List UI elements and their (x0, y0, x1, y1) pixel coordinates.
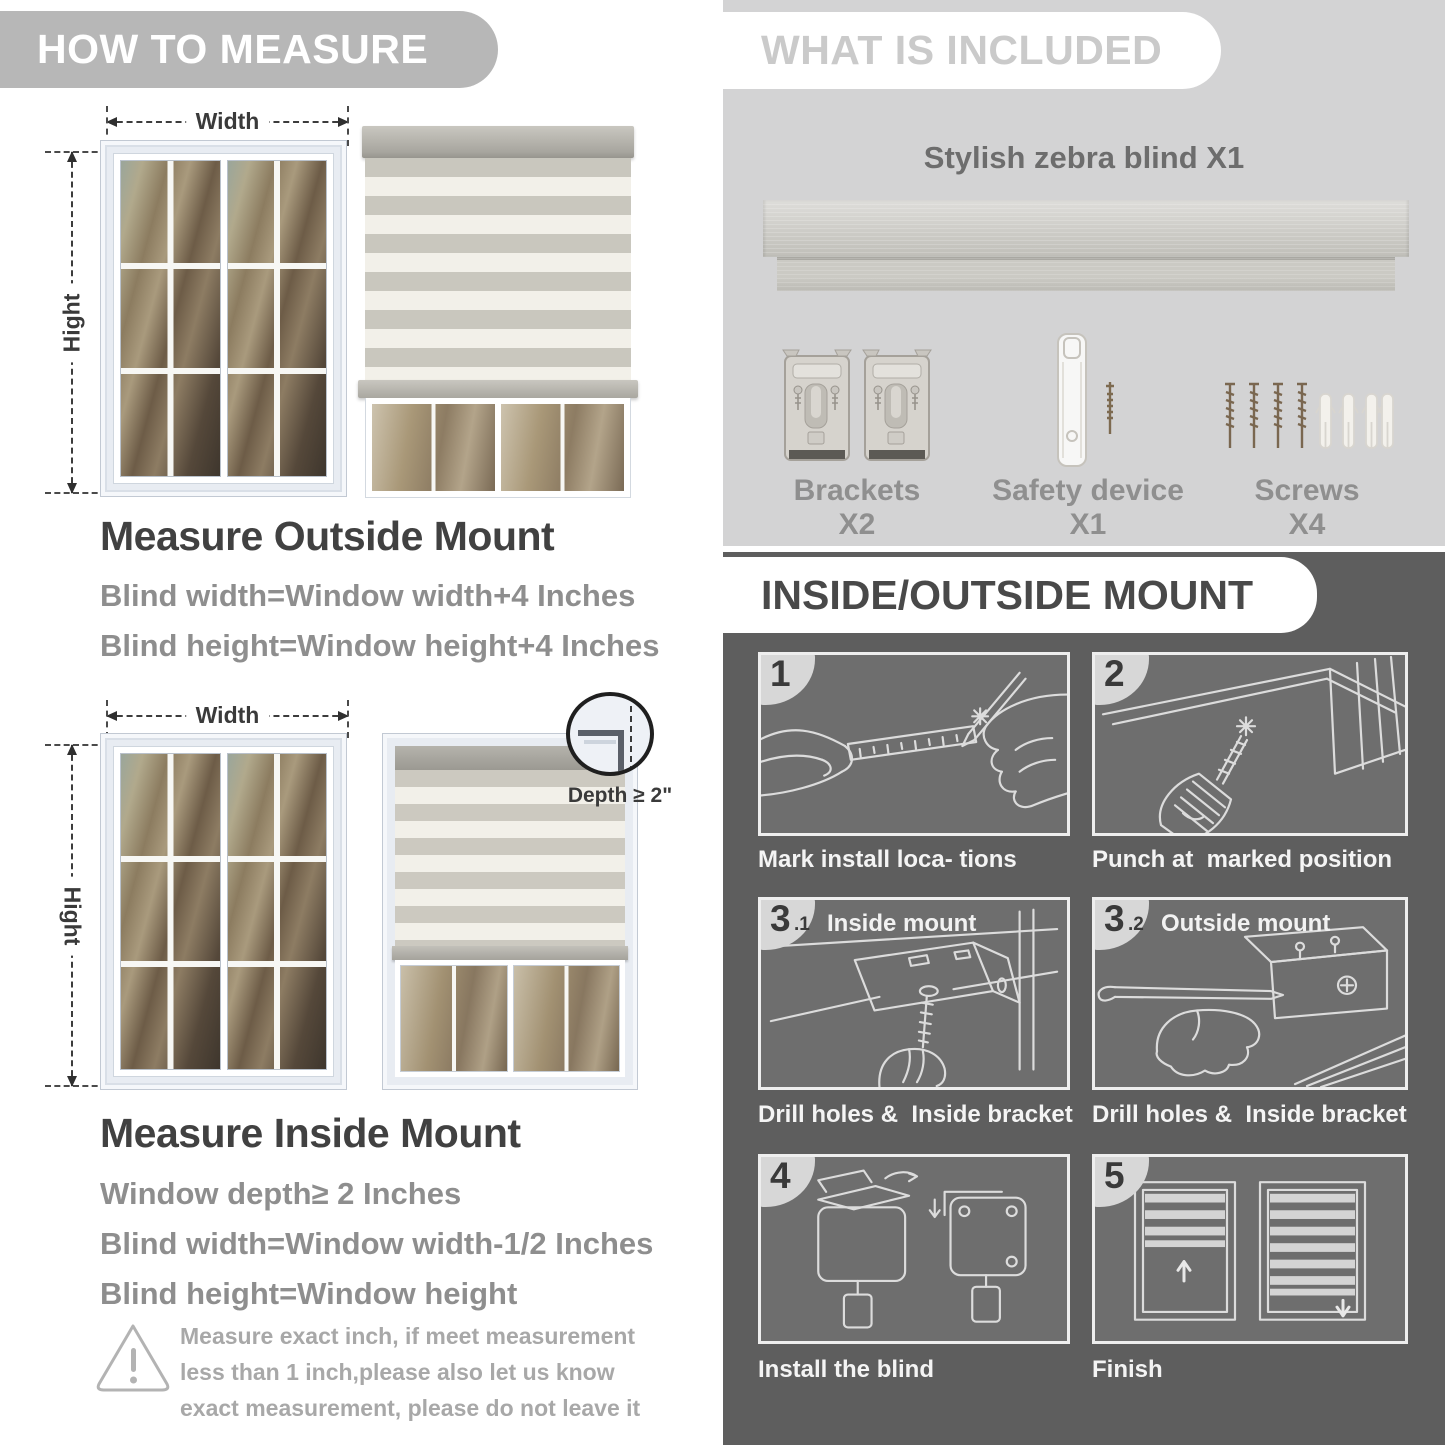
step-caption: Mark install loca- tions (758, 846, 1017, 873)
step-card-3-2 (1092, 897, 1408, 1090)
magnifier-depth-dash (630, 706, 632, 772)
inside-mount-line-3: Blind height=Window height (100, 1276, 518, 1311)
step-caption: Punch at marked position (1092, 846, 1393, 873)
safety-device-label: Safety device X1 (992, 474, 1184, 541)
glass-pane (501, 404, 624, 491)
step-title: Outside mount (1161, 910, 1331, 937)
blind-bottom-rail (358, 380, 638, 398)
headrail-bottom-bar (777, 257, 1395, 291)
magnifier-frame-line (584, 740, 616, 744)
window-sash (120, 160, 221, 477)
brackets-illustration (781, 348, 933, 473)
brackets-label: Brackets X2 (793, 474, 921, 541)
window-sash (120, 753, 221, 1070)
step-caption: Drill holes & Inside bracket (1092, 1101, 1407, 1128)
step-card-4 (758, 1154, 1070, 1344)
glass-pane (372, 404, 495, 491)
width-label: Width (186, 108, 270, 135)
headrail-illustration (763, 200, 1409, 257)
dimension-tick (45, 151, 107, 153)
warning-triangle-icon (92, 1320, 174, 1398)
window-sash (227, 753, 328, 1070)
dimension-tick (347, 106, 349, 146)
screws-illustration (1222, 378, 1394, 466)
step-number-badge: 5 (1092, 1154, 1149, 1207)
how-to-measure-header: HOW TO MEASURE (0, 11, 498, 88)
warning-text: Measure exact inch, if meet measurement less than 1 inch,please also let us know exact measurement, please do not leave it (180, 1323, 641, 1421)
blind-cassette (362, 126, 634, 158)
window-frame (113, 746, 334, 1077)
step-caption: Drill holes & Inside bracket (758, 1101, 1073, 1128)
screws-label: Screws X4 (1254, 474, 1360, 541)
step-number-badge: 4 (758, 1154, 815, 1207)
inside-mount-line-1: Window depth≥ 2 Inches (100, 1176, 462, 1211)
safety-device-illustration (1050, 330, 1122, 472)
glass-pane (513, 965, 621, 1072)
window-illustration-inside (100, 733, 347, 1090)
magnifier-icon (566, 692, 654, 776)
step-card-1 (758, 652, 1070, 836)
inside-mount-title: Measure Inside Mount (100, 1110, 521, 1156)
window-frame (113, 153, 334, 484)
what-is-included-header: WHAT IS INCLUDED (723, 12, 1221, 89)
window-sash (227, 160, 328, 477)
step-number-badge: 3 .1 (758, 897, 815, 950)
outside-mount-line-1: Blind width=Window width+4 Inches (100, 578, 636, 613)
height-label: Hight (59, 876, 86, 955)
magnifier-corner-line (618, 730, 624, 774)
window-below-blind (365, 398, 631, 498)
inside-outside-mount-header: INSIDE/OUTSIDE MOUNT (723, 557, 1317, 633)
glass-pane (400, 965, 508, 1072)
inside-mount-line-2: Blind width=Window width-1/2 Inches (100, 1226, 654, 1261)
dimension-tick (45, 492, 107, 494)
blind-fabric-stripes (365, 158, 631, 380)
step-card-2 (1092, 652, 1408, 836)
width-arrow (107, 702, 348, 729)
blind-bottom-rail (392, 946, 628, 960)
height-arrow (58, 152, 85, 493)
dimension-tick (347, 700, 349, 738)
step-caption: Install the blind (758, 1356, 935, 1383)
width-label: Width (186, 702, 270, 729)
dimension-tick (45, 1085, 107, 1087)
step-title: Inside mount (827, 910, 977, 937)
outside-mount-title: Measure Outside Mount (100, 513, 555, 559)
outside-mount-line-2: Blind height=Window height+4 Inches (100, 628, 660, 663)
dimension-tick (45, 744, 107, 746)
height-label: Hight (59, 283, 86, 362)
height-arrow (59, 745, 86, 1086)
step-number-badge: 1 (758, 652, 815, 705)
width-arrow (107, 108, 348, 135)
product-label: Stylish zebra blind X1 (923, 140, 1245, 175)
depth-label: Depth ≥ 2" (567, 784, 673, 807)
step-card-3-1 (758, 897, 1070, 1090)
zebra-blind-outside-illustration (362, 126, 634, 498)
window-below-blind (395, 960, 625, 1077)
window-illustration-outside (100, 140, 347, 497)
step-number-badge: 2 (1092, 652, 1149, 705)
step-caption: Finish (1092, 1356, 1163, 1383)
step-number-badge: 3 .2 (1092, 897, 1149, 950)
step-card-5 (1092, 1154, 1408, 1344)
